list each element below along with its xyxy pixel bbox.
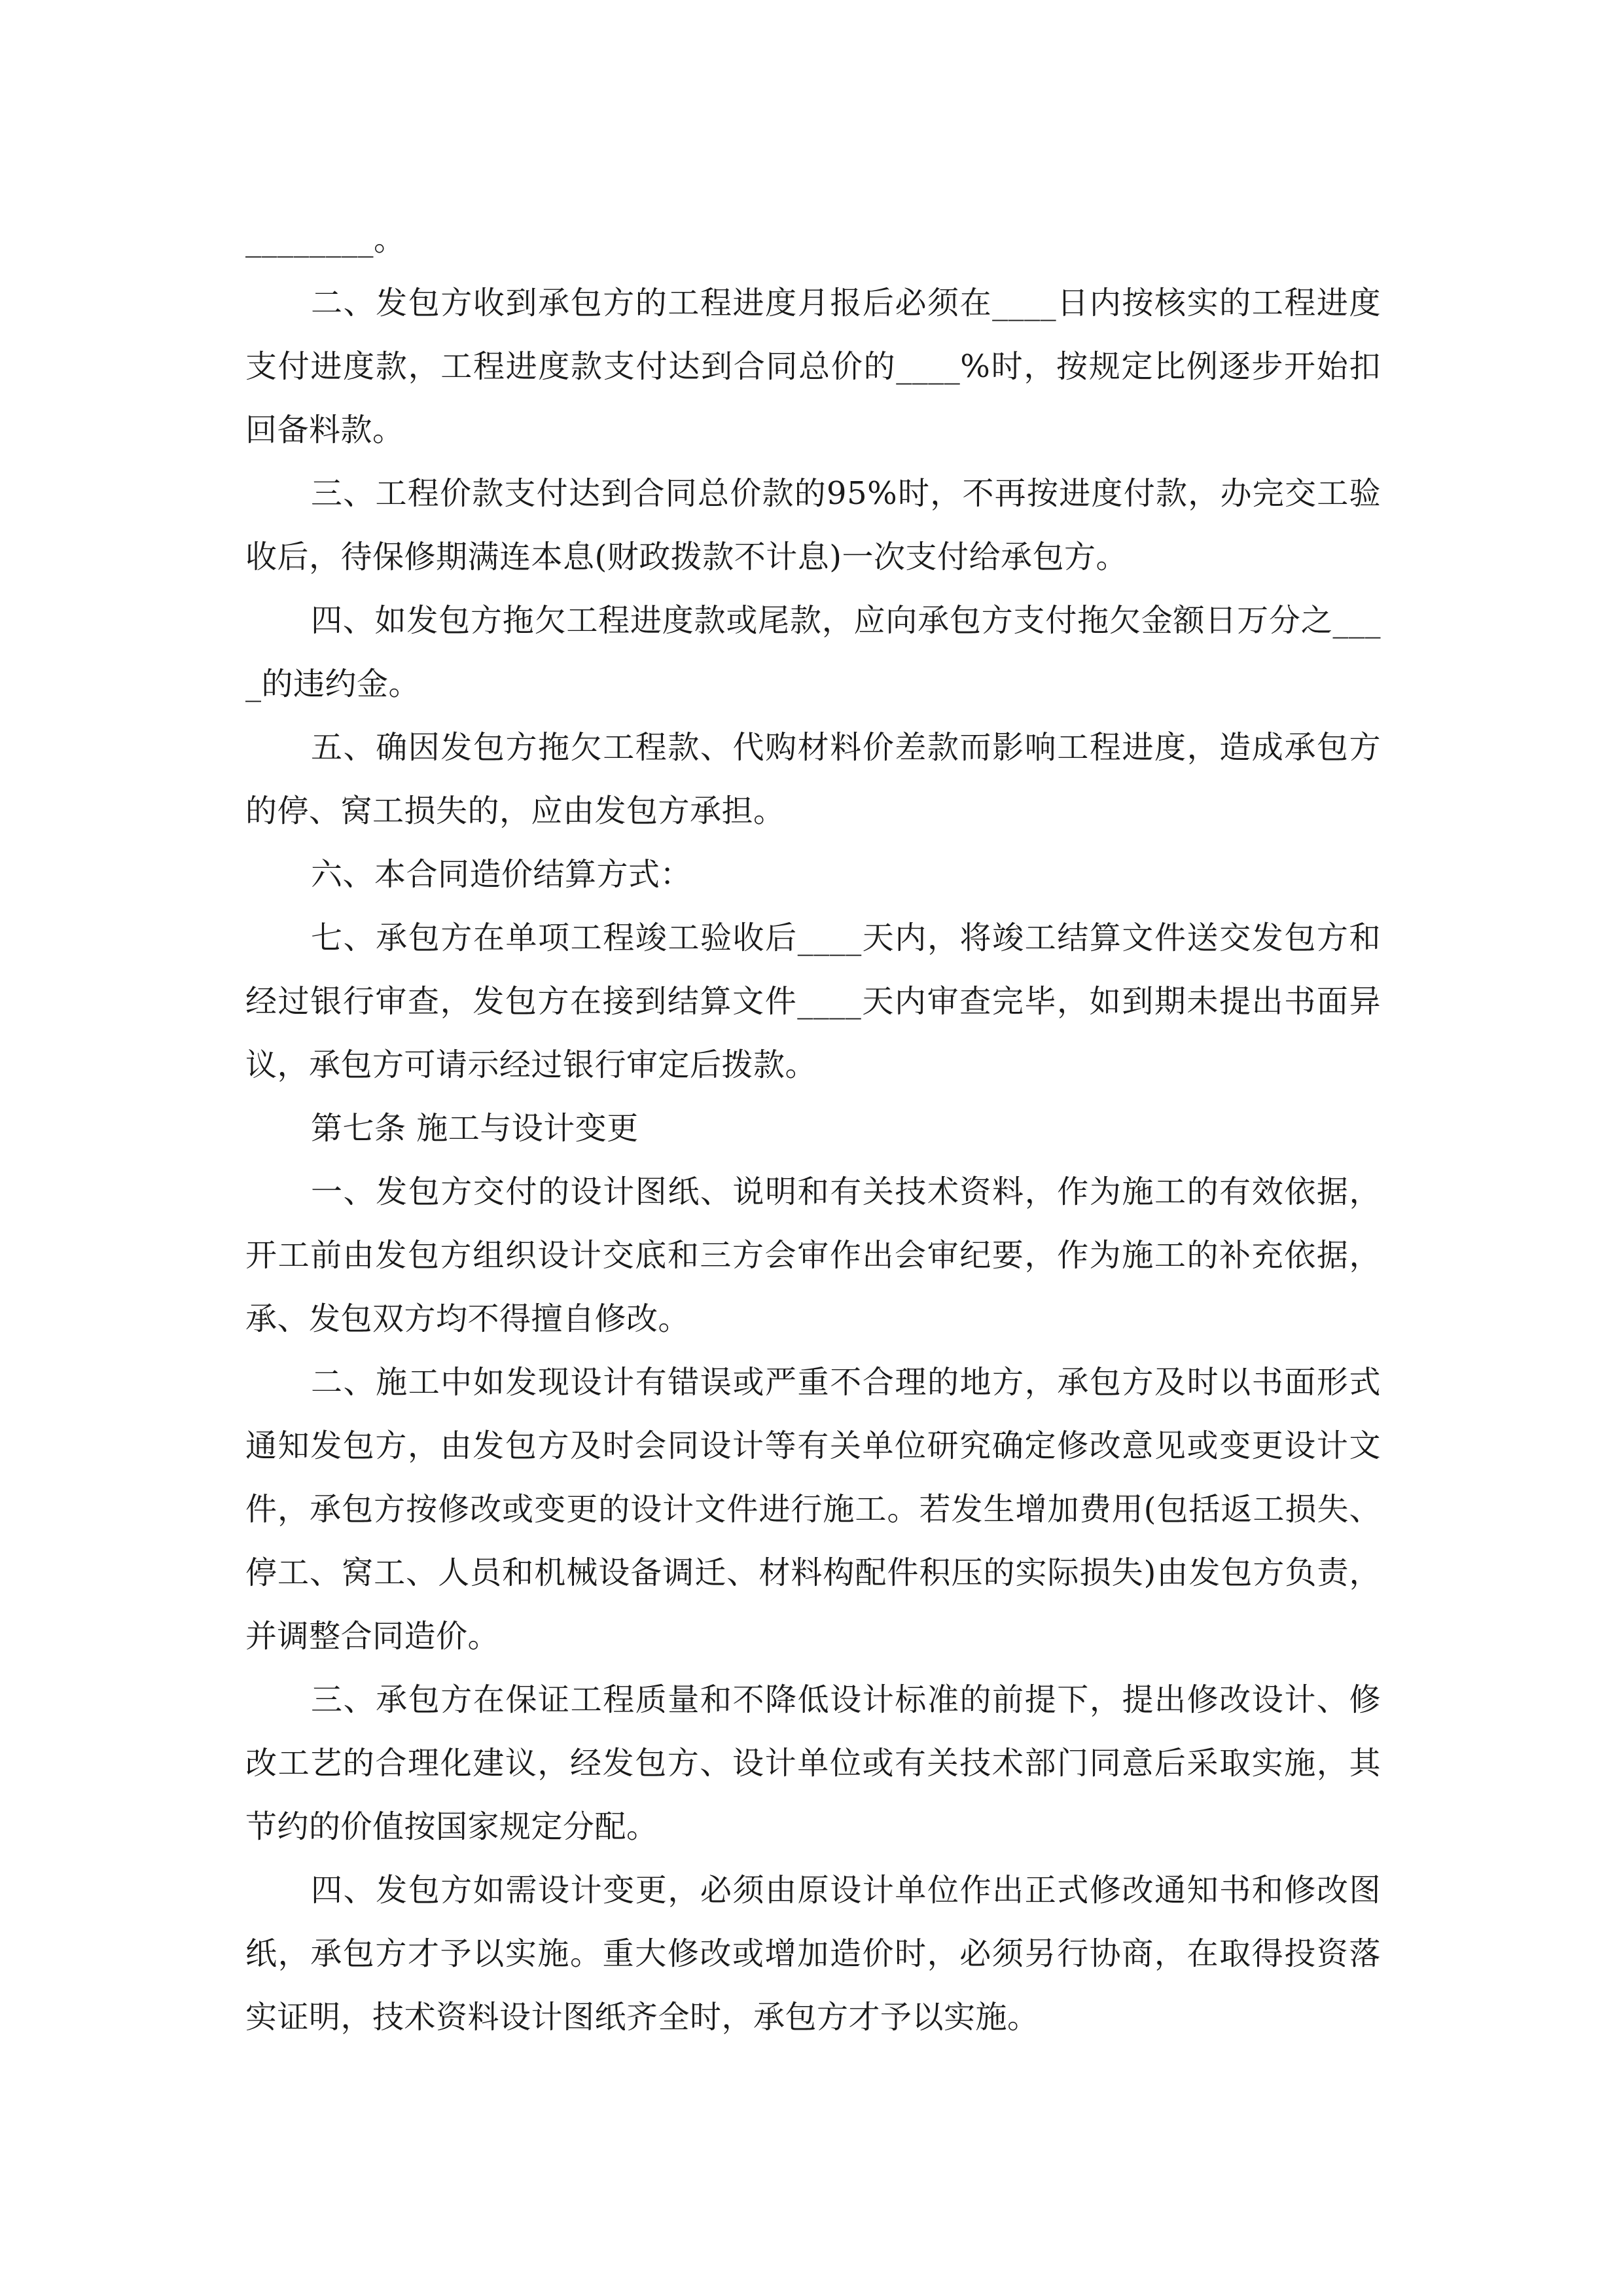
paragraph-settlement-review: 七、承包方在单项工程竣工验收后____天内，将竣工结算文件送交发包方和经过银行审查，发包方在接到结算文件____天内审查完毕，如到期未提出书面异议，承包方可请示经过银行审定后拨款。 [245, 920, 1381, 1083]
paragraph-rationalization: 三、承包方在保证工程质量和不降低设计标准的前提下，提出修改设计、修改工艺的合理化建议，经发包方、设计单位或有关技术部门同意后采取实施，其节约的价值按国家规定分配。 [245, 1681, 1381, 1845]
paragraph-penalty: 四、如发包方拖欠工程进度款或尾款，应向承包方支付拖欠金额日万分之____的违约金。 [245, 602, 1381, 702]
paragraph-settlement-method: 六、本合同造价结算方式： [311, 856, 692, 893]
paragraph-design-errors: 二、施工中如发现设计有错误或严重不合理的地方，承包方及时以书面形式通知发包方，由发包方及时会同设计等有关单位研究确定修改意见或变更设计文件，承包方按修改或变更的设计文件进行施工。若发生增加费用(包括返工损失、停工、窝工、人员和机械设备调迁、材料构配件积压的实际损失)由发包方负责，并调整合同造价。 [245, 1364, 1381, 1655]
paragraph-progress-payment: 二、发包方收到承包方的工程进度月报后必须在____日内按核实的工程进度支付进度款，工程进度款支付达到合同总价的____%时，按规定比例逐步开始扣回备料款。 [245, 285, 1381, 448]
article-seven-title: 第七条 施工与设计变更 [311, 1110, 639, 1147]
paragraph-design-documents: 一、发包方交付的设计图纸、说明和有关技术资料，作为施工的有效依据，开工前由发包方组织设计交底和三方会审作出会审纪要，作为施工的补充依据，承、发包双方均不得擅自修改。 [245, 1174, 1381, 1337]
continuation-blank-line: ________。 [245, 221, 406, 258]
paragraph-final-payment: 三、工程价款支付达到合同总价款的95%时，不再按进度付款，办完交工验收后，待保修期满连本息(财政拨款不计息)一次支付给承包方。 [245, 475, 1381, 575]
paragraph-delay-loss: 五、确因发包方拖欠工程款、代购材料价差款而影响工程进度，造成承包方的停、窝工损失的，应由发包方承担。 [245, 729, 1381, 829]
document-page [245, 208, 1381, 2049]
paragraph-design-change: 四、发包方如需设计变更，必须由原设计单位作出正式修改通知书和修改图纸，承包方才予以实施。重大修改或增加造价时，必须另行协商，在取得投资落实证明，技术资料设计图纸齐全时，承包方才予以实施。 [245, 1872, 1381, 2036]
